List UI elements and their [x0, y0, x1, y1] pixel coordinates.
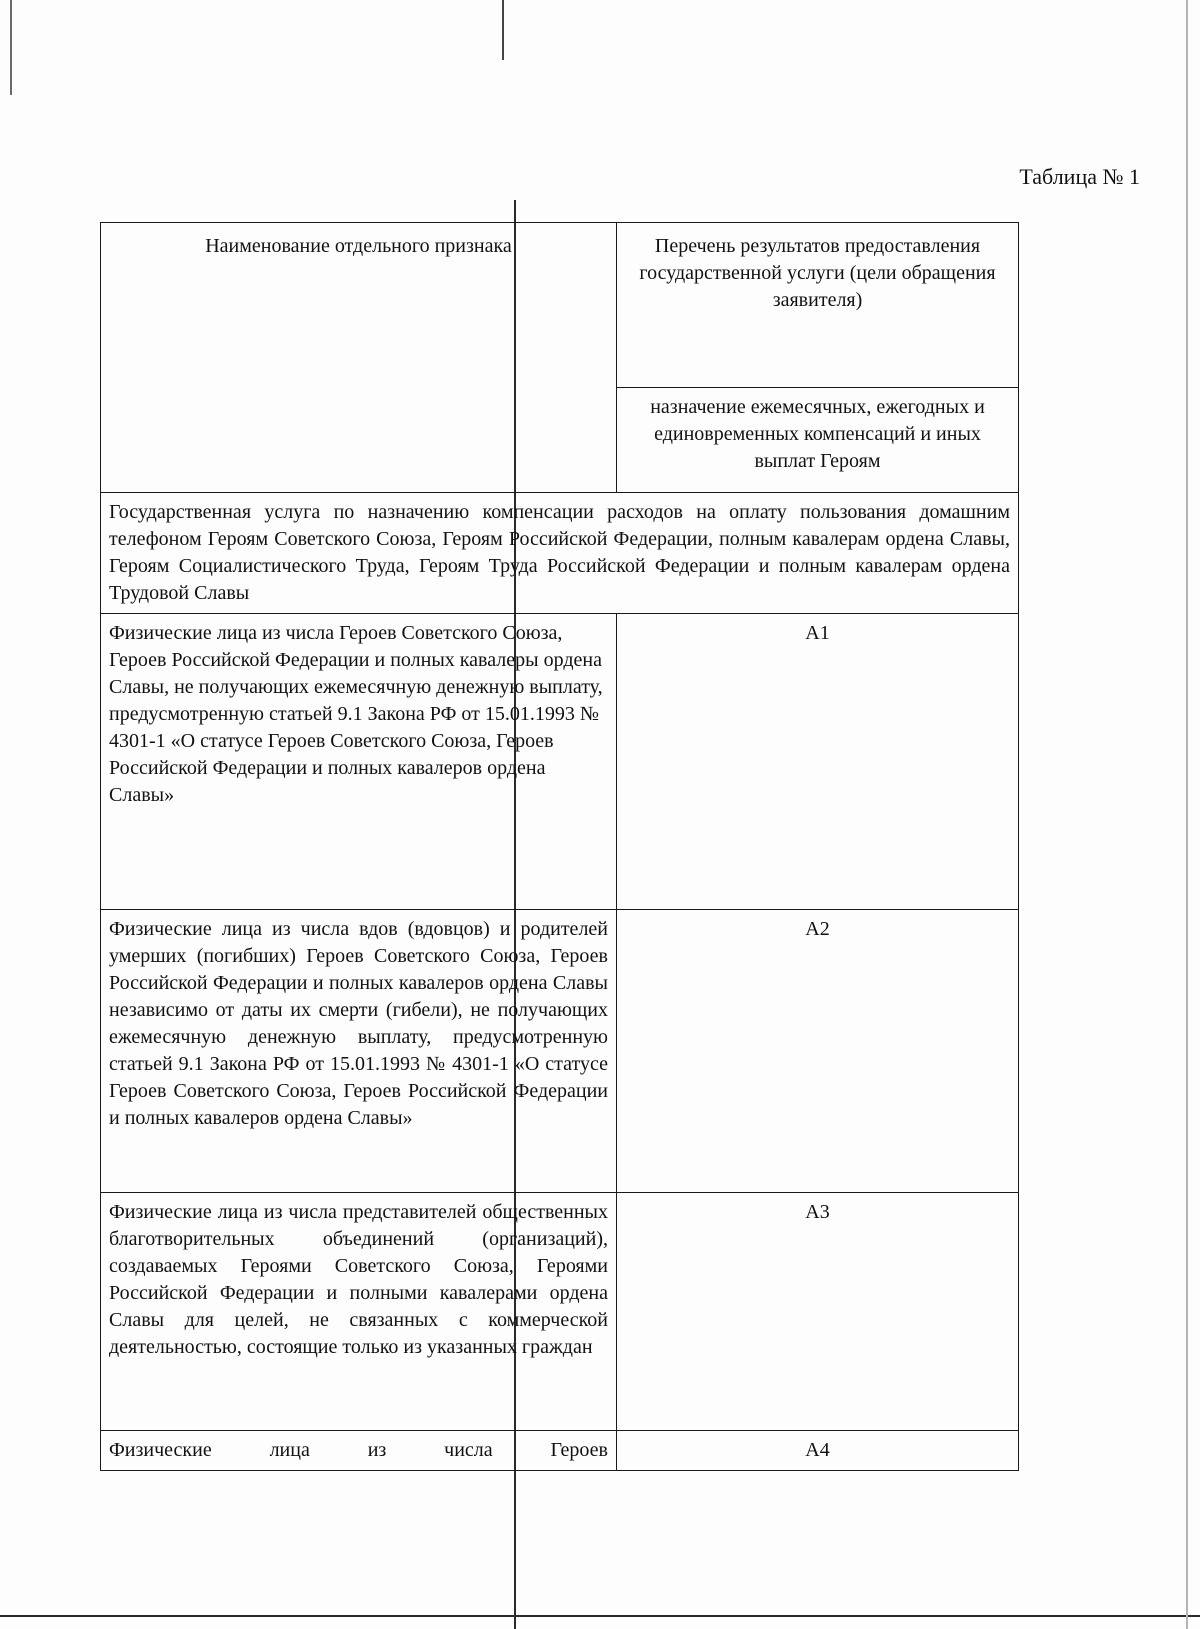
- table-row: [101, 1193, 1019, 1431]
- scan-artifact-line: [0, 1615, 1200, 1617]
- row-code: А2: [617, 910, 1019, 1193]
- header-result-1: назначение ежемесячных, ежегодных и единовременных компенсаций и иных выплат Героям: [617, 388, 1019, 493]
- row-criterion: Физические лица из числа Героев: [101, 1431, 617, 1471]
- table-row: [101, 910, 1019, 1193]
- row-code: А4: [617, 1431, 1019, 1471]
- scan-artifact-line: [1186, 0, 1188, 1629]
- service-title: Государственная услуга по назначению компенсации расходов на оплату пользования домашним телефоном Героям Советского Союза, Героям Российской Федерации, полным кавалерам ордена Славы, Героям Социалистического Труда, Героям Труда Российской Федерации и полным кавалерам ордена Трудовой Славы: [101, 493, 1019, 614]
- row-code: А1: [617, 614, 1019, 910]
- table-row: [101, 614, 1019, 910]
- row-criterion: Физические лица из числа вдов (вдовцов) и родителей умерших (погибших) Героев Советского Союза, Героев Российской Федерации и полных кавалеров ордена Славы независимо от даты их смерти (гибели), не получающих ежемесячную денежную выплату, предусмотренную статьей 9.1 Закона РФ от 15.01.1993 № 4301-1 «О статусе Героев Советского Союза, Героев Российской Федерации и полных кавалеров ордена Славы»: [101, 910, 617, 1193]
- table-row: [101, 1431, 1019, 1471]
- header-results-list: Перечень результатов предоставления государственной услуги (цели обращения заявителя): [617, 223, 1019, 388]
- results-table: [100, 222, 1019, 1471]
- header-criterion: Наименование отдельного признака: [101, 223, 617, 493]
- row-criterion: Физические лица из числа Героев Советского Союза, Героев Российской Федерации и полных кавалеры ордена Славы, не получающих ежемесячную денежную выплату, предусмотренную статьей 9.1 Закона РФ от 15.01.1993 № 4301-1 «О статусе Героев Советского Союза, Героев Российской Федерации и полных кавалеров ордена Славы»: [101, 614, 617, 910]
- scan-artifact-line: [10, 0, 12, 95]
- scan-artifact-line: [502, 0, 504, 60]
- row-code: А3: [617, 1193, 1019, 1431]
- row-criterion: Физические лица из числа представителей общественных благотворительных объединений (организаций), создаваемых Героями Советского Союза, Героями Российской Федерации и полными кавалерами ордена Славы для целей, не связанных с коммерческой деятельностью, состоящие только из указанных граждан: [101, 1193, 617, 1431]
- table-label: Таблица № 1: [1019, 164, 1140, 189]
